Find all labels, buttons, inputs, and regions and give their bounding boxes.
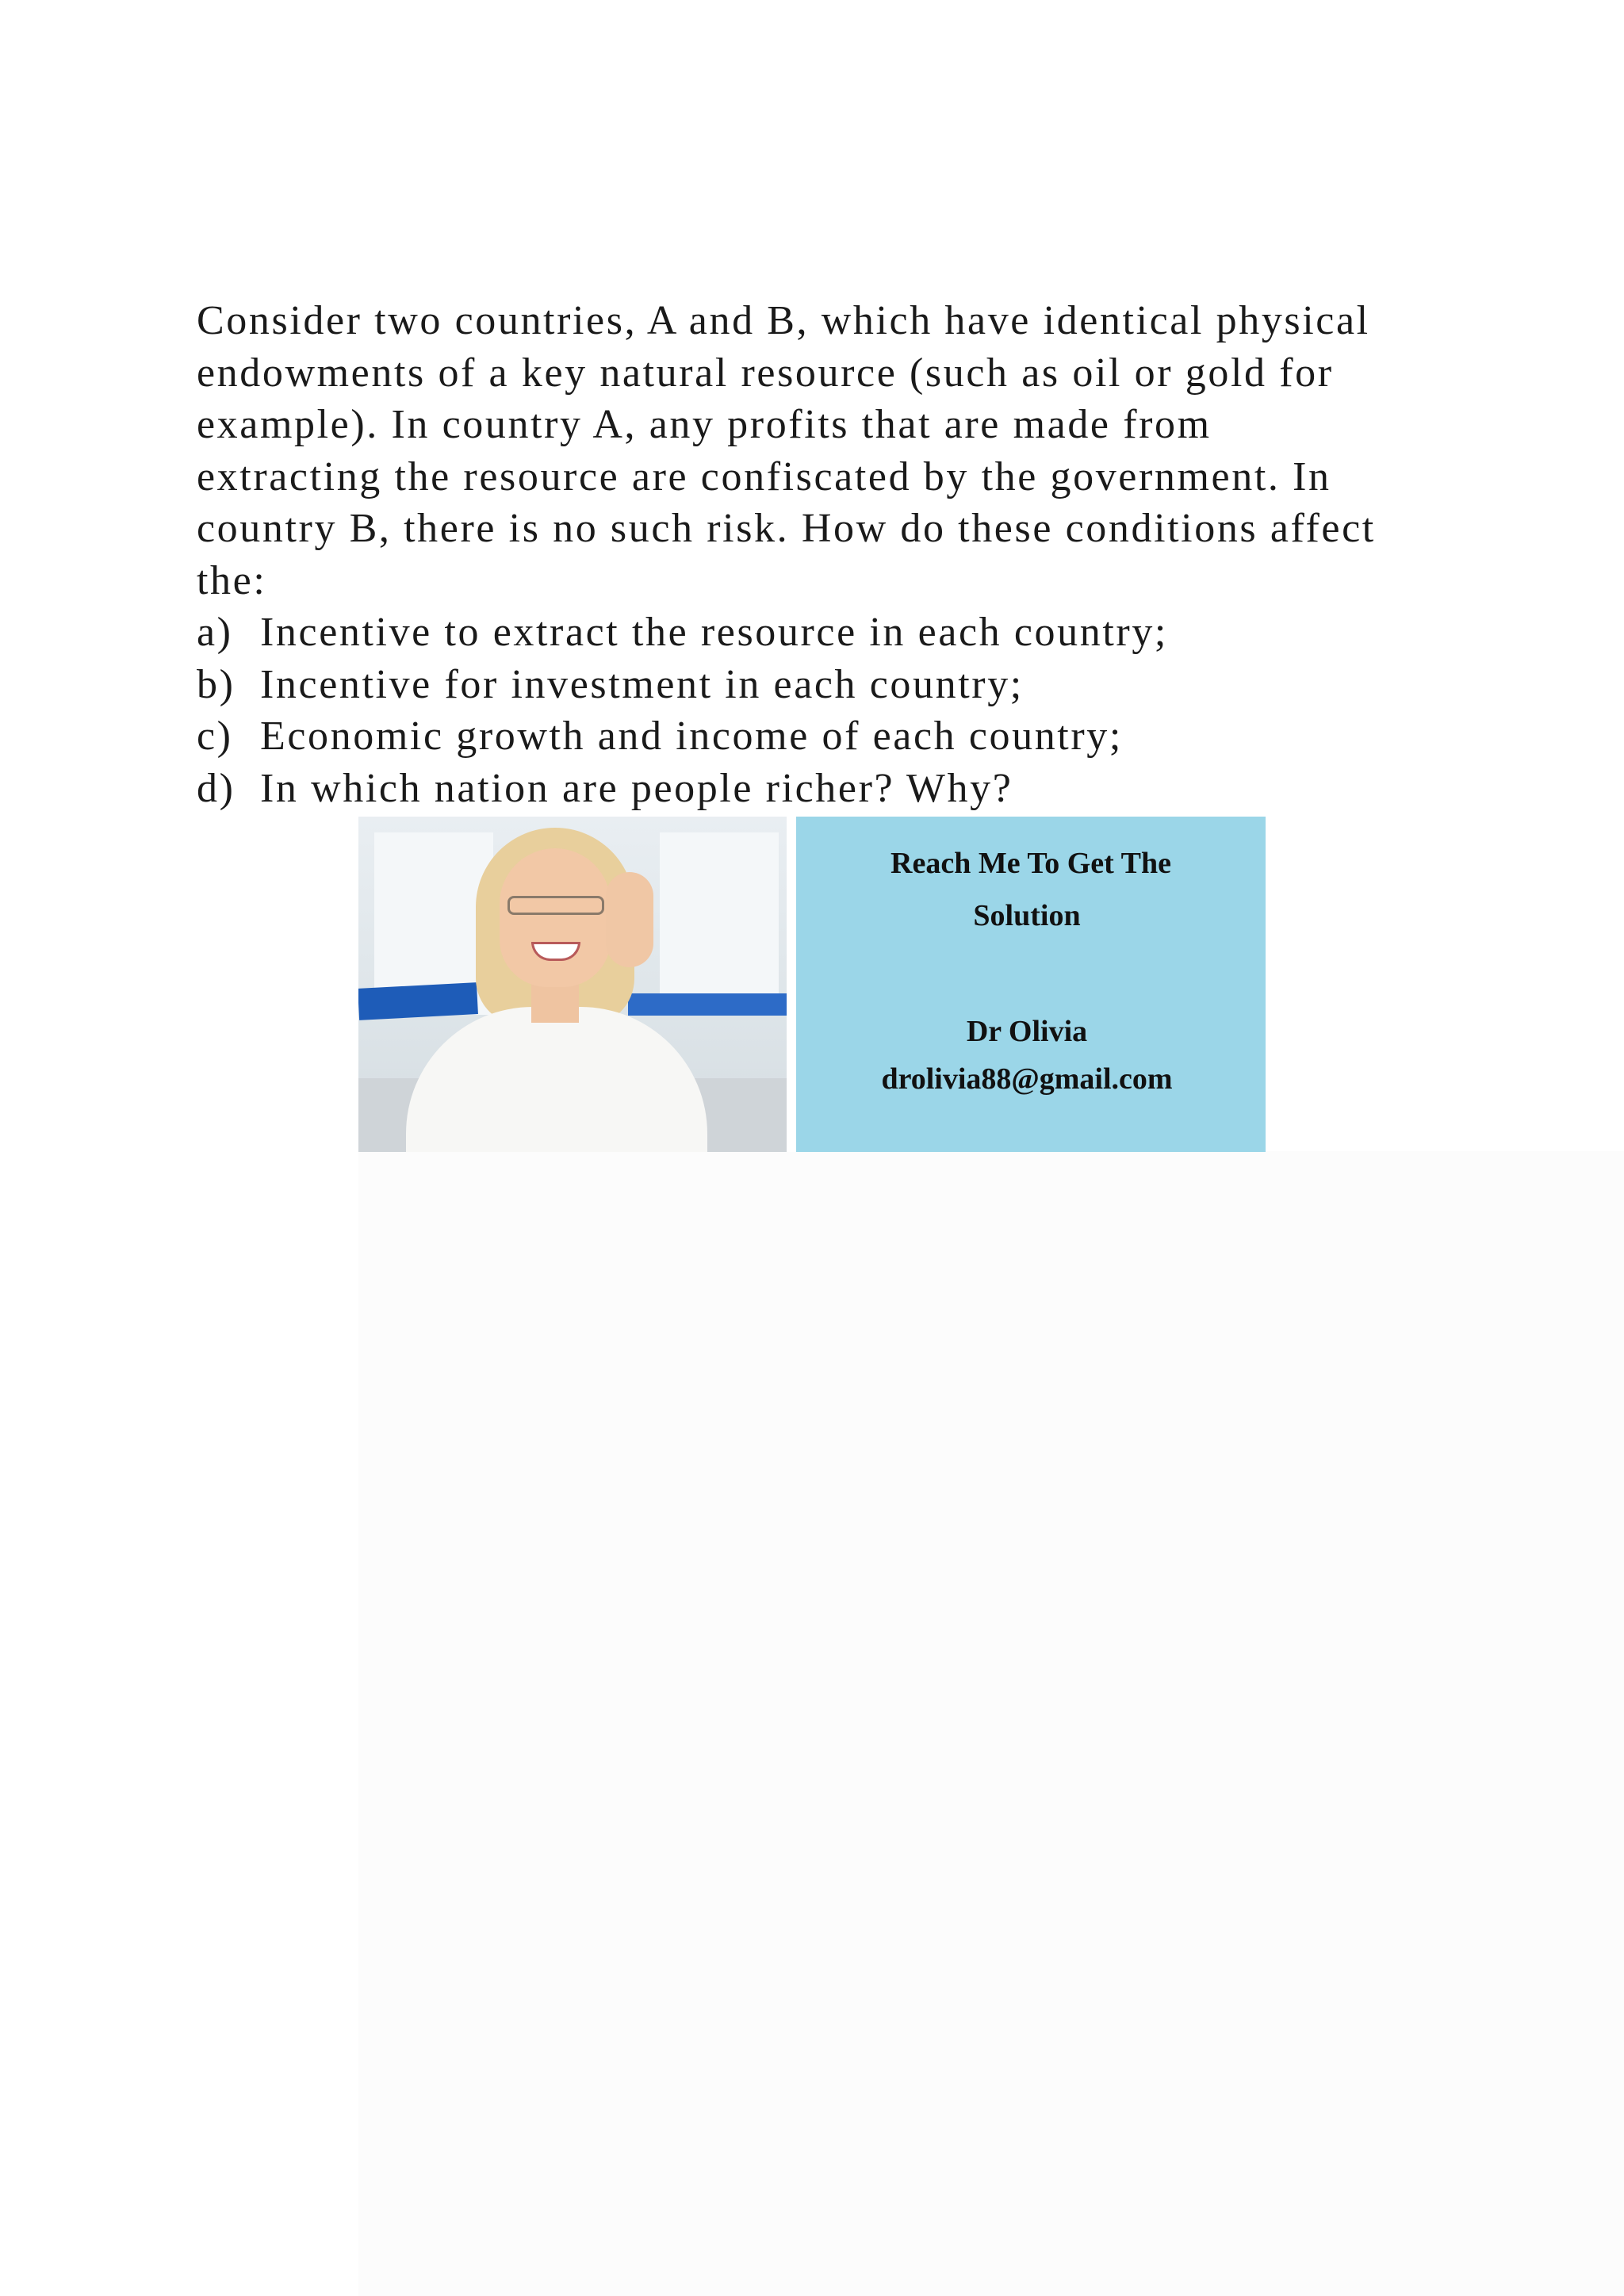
list-marker: c) (197, 714, 233, 759)
list-item (197, 763, 1434, 815)
list-item (197, 659, 1434, 711)
question-line: endowments of a key natural resource (such as oil or gold for (197, 350, 1334, 396)
question-line: country B, there is no such risk. How do these conditions affect (197, 506, 1376, 551)
contact-name: Dr Olivia (966, 1015, 1088, 1048)
list-item (197, 607, 1434, 659)
list-item-text: In which nation are people richer? Why? (260, 765, 1013, 811)
question-list (197, 607, 1434, 814)
question-line: extracting the resource are confiscated by the government. In (197, 453, 1331, 499)
background-window (660, 832, 779, 1015)
person-hand (606, 872, 653, 967)
background-chair (628, 993, 787, 1016)
person-body (406, 1007, 707, 1152)
page-shade (358, 1151, 1624, 2296)
banner-headline: Solution (973, 899, 1081, 932)
contact-email: drolivia88@gmail.com (881, 1062, 1173, 1096)
person-face (500, 848, 611, 987)
glasses-icon (508, 896, 604, 915)
contact-panel (796, 817, 1266, 1152)
list-marker: b) (197, 661, 236, 707)
list-marker: d) (197, 765, 236, 811)
list-marker: a) (197, 610, 233, 655)
question-line: the: (197, 557, 267, 603)
list-item-text: Incentive to extract the resource in each country; (260, 610, 1168, 655)
tutor-photo (358, 817, 787, 1152)
banner-divider (787, 817, 796, 1152)
background-chair (358, 982, 478, 1020)
list-item-text: Incentive for investment in each country; (260, 661, 1024, 707)
banner-headline: Reach Me To Get The (891, 847, 1171, 880)
list-item (197, 710, 1434, 763)
list-item-text: Economic growth and income of each country; (260, 714, 1123, 759)
question-line: Consider two countries, A and B, which have identical physical (197, 298, 1370, 343)
contact-banner (358, 817, 1266, 1152)
question-line: example). In country A, any profits that are made from (197, 402, 1212, 447)
question-text (197, 295, 1434, 814)
